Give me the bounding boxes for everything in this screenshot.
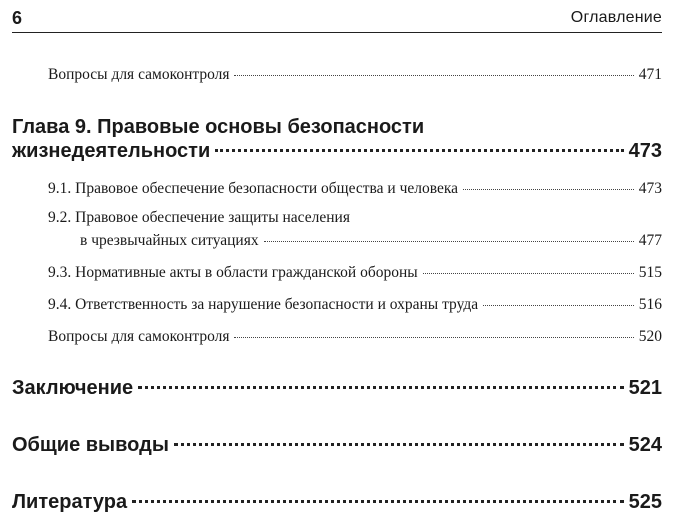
toc-general-conclusions[interactable] [12, 434, 662, 457]
dot-leader [215, 149, 623, 152]
toc-entry-label: 9.1. Правовое обеспечение безопасности общества и человека [48, 180, 459, 197]
dot-leader [234, 75, 633, 76]
literature-label: Литература [12, 491, 128, 513]
conclusion-page: 521 [628, 377, 662, 399]
toc-entry-label: Вопросы для самоконтроля [48, 328, 230, 345]
toc-entry-page: 515 [638, 264, 662, 281]
toc-entry-9-1[interactable] [48, 180, 662, 198]
dot-leader [138, 386, 623, 389]
toc-chapter-9[interactable] [12, 140, 662, 163]
general-conclusions-page: 524 [628, 434, 662, 456]
page-number: 6 [12, 8, 23, 28]
running-header [12, 6, 662, 33]
dot-leader [264, 241, 634, 242]
chapter-9-title-line1[interactable]: Глава 9. Правовые основы безопасности [12, 116, 425, 138]
toc-entry-9-4[interactable] [48, 296, 662, 314]
dot-leader [132, 500, 624, 503]
dot-leader [483, 305, 634, 306]
conclusion-label: Заключение [12, 377, 134, 399]
toc-entry-page: 471 [638, 66, 662, 83]
toc-entry-9-2[interactable] [80, 232, 662, 250]
toc-entry-9-3[interactable] [48, 264, 662, 282]
toc-entry-page: 520 [638, 328, 662, 345]
toc-entry-page: 516 [638, 296, 662, 313]
dot-leader [423, 273, 634, 274]
toc-entry-label-line2: в чрезвычайных ситуациях [80, 232, 259, 249]
dot-leader [234, 337, 633, 338]
general-conclusions-label: Общие выводы [12, 434, 169, 456]
dot-leader [174, 443, 624, 446]
toc-entry-page: 473 [638, 180, 662, 197]
literature-page: 525 [628, 491, 662, 513]
toc-entry-label: 9.4. Ответственность за нарушение безопасности и охраны труда [48, 296, 479, 313]
dot-leader [463, 189, 634, 190]
toc-entry-top-questions[interactable] [48, 66, 662, 84]
toc-entry-label: Вопросы для самоконтроля [48, 66, 230, 83]
toc-conclusion[interactable] [12, 377, 662, 400]
toc-entry-9-2-line1[interactable]: 9.2. Правовое обеспечение защиты населения [48, 209, 350, 226]
toc-literature[interactable] [12, 491, 662, 514]
toc-entry-chapter9-questions[interactable] [48, 328, 662, 346]
chapter-9-title-line2: жизнедеятельности [12, 140, 211, 162]
running-title: Оглавление [570, 9, 662, 26]
toc-entry-page: 477 [638, 232, 662, 249]
chapter-9-page: 473 [628, 140, 662, 162]
toc-entry-label: 9.3. Нормативные акты в области гражданской обороны [48, 264, 418, 281]
